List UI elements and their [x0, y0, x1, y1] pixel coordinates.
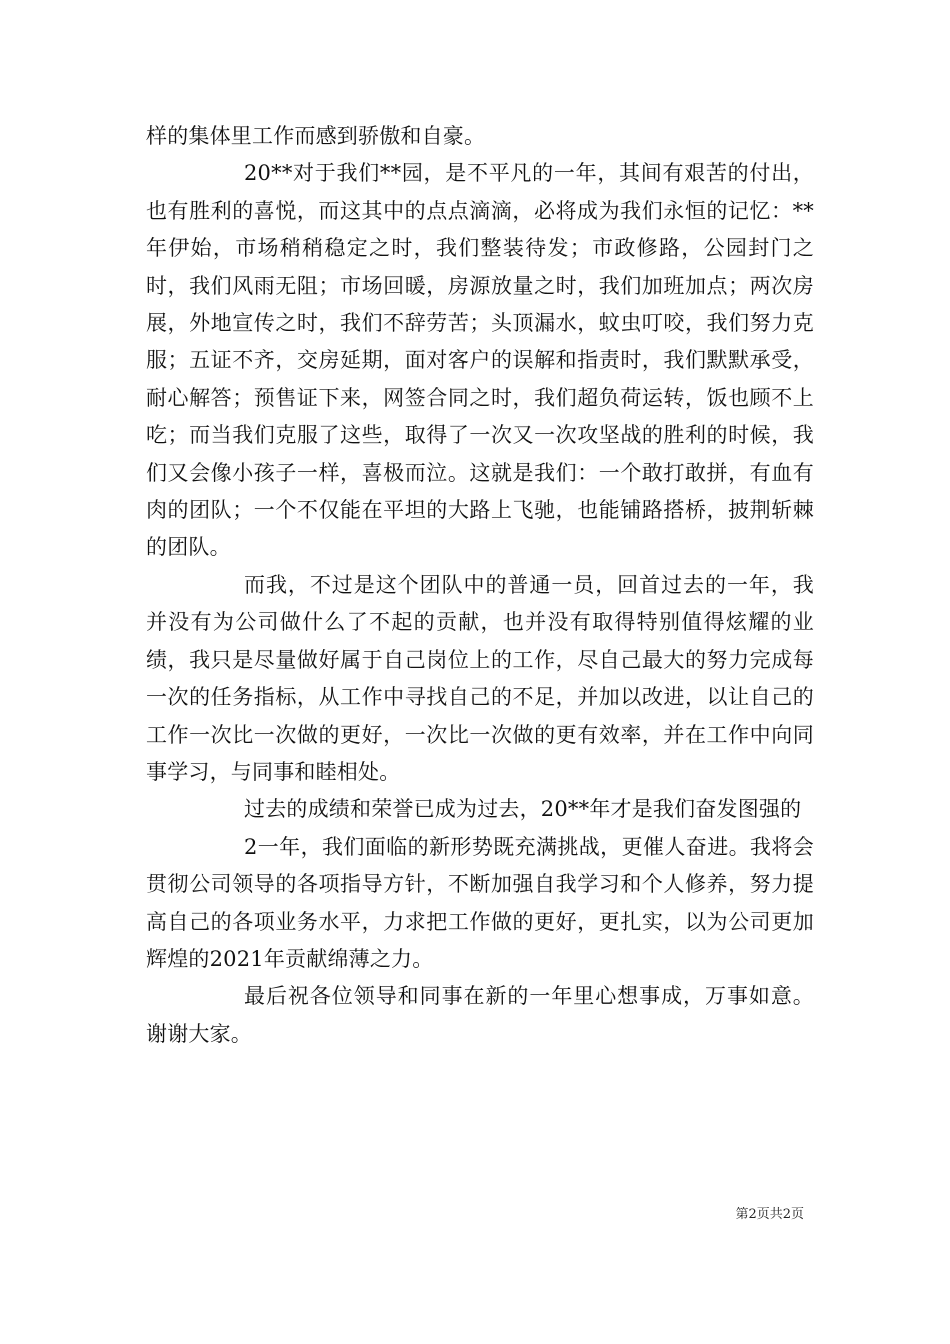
paragraph-new-year-plan: 2一年，我们面临的新形势既充满挑战，更催人奋进。我将会贯彻公司领导的各项指导方针，不断加强自我学习和个人修养，努力提高自己的各项业务水平，力求把工作做的更好，更扎实，以为公司更加辉煌的2021年贡献绵薄之力。 [146, 834, 814, 971]
page-number: 第2页共2页 [735, 1207, 804, 1222]
paragraph-continuation: 样的集体里工作而感到骄傲和自豪。 [146, 124, 486, 148]
paragraph-past-achievements: 过去的成绩和荣誉已成为过去，20**年才是我们奋发图强的 [244, 797, 802, 822]
paragraph-closing-wishes: 最后祝各位领导和同事在新的一年里心想事成，万事如意。谢谢大家。 [146, 984, 814, 1046]
document-body [146, 118, 814, 1053]
paragraph-personal-work: 而我，不过是这个团队中的普通一员，回首过去的一年，我并没有为公司做什么了不起的贡献，也并没有取得特别值得炫耀的业绩，我只是尽量做好属于自己岗位上的工作，尽自己最大的努力完成每一次的任务指标，从工作中寻找自己的不足，并加以改进，以让自己的工作一次比一次做的更好，一次比一次做的更有效率，并在工作中向同事学习，与同事和睦相处。 [146, 572, 814, 784]
paragraph-year-review: 20**对于我们**园，是不平凡的一年，其间有艰苦的付出，也有胜利的喜悦，而这其中的点点滴滴，必将成为我们永恒的记忆：**年伊始，市场稍稍稳定之时，我们整装待发；市政修路，公园封门之时，我们风雨无阻；市场回暖，房源放量之时，我们加班加点；两次房展，外地宣传之时，我们不辞劳苦；头顶漏水，蚊虫叮咬，我们努力克服；五证不齐，交房延期，面对客户的误解和指责时，我们默默承受，耐心解答；预售证下来，网签合同之时，我们超负荷运转，饭也顾不上吃；而当我们克服了这些，取得了一次又一次攻坚战的胜利的时候，我们又会像小孩子一样，喜极而泣。这就是我们：一个敢打敢拼，有血有肉的团队；一个不仅能在平坦的大路上飞驰，也能铺路搭桥，披荆斩棘的团队。 [146, 161, 814, 560]
